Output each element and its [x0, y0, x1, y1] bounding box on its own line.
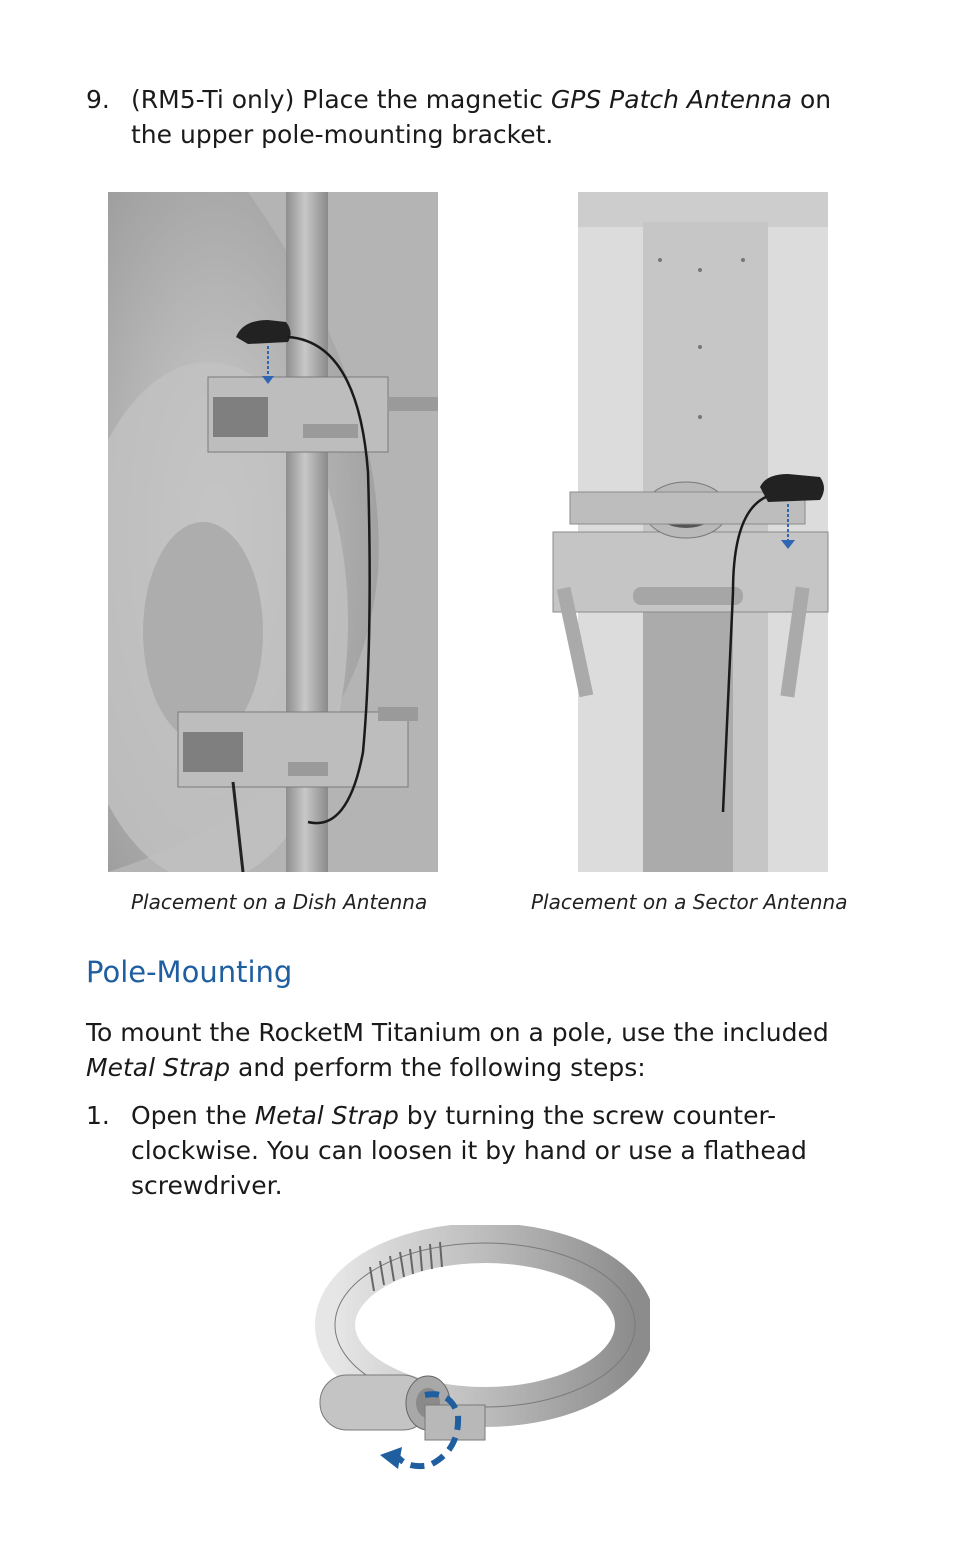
metal-strap-term: Metal Strap	[86, 1053, 231, 1082]
dish-antenna-illustration	[108, 192, 438, 872]
step-text: Open the Metal Strap by turning the screw counter-clockwise. You can loosen it by hand or use a flathead screwdriver.	[131, 1101, 807, 1200]
step-9	[86, 82, 876, 152]
step-text: (RM5-Ti only) Place the magnetic GPS Patch Antenna on the upper pole-mounting bracket.	[131, 85, 832, 149]
step-number: 1.	[86, 1101, 110, 1130]
step-number: 9.	[86, 85, 110, 114]
gps-patch-antenna-term: GPS Patch Antenna	[550, 85, 793, 114]
gps-patch-antenna	[760, 474, 824, 502]
section-heading: Pole-Mounting	[86, 955, 293, 989]
metal-strap-illustration	[310, 1225, 650, 1525]
sector-antenna-caption: Placement on a Sector Antenna	[531, 890, 848, 914]
sector-antenna-illustration	[548, 192, 838, 872]
section-intro: To mount the RocketM Titanium on a pole, use the included Metal Strap and perform the following steps:	[86, 1018, 829, 1082]
dish-antenna-caption: Placement on a Dish Antenna	[131, 890, 428, 914]
metal-strap-term: Metal Strap	[254, 1101, 399, 1130]
step-1	[86, 1098, 876, 1203]
